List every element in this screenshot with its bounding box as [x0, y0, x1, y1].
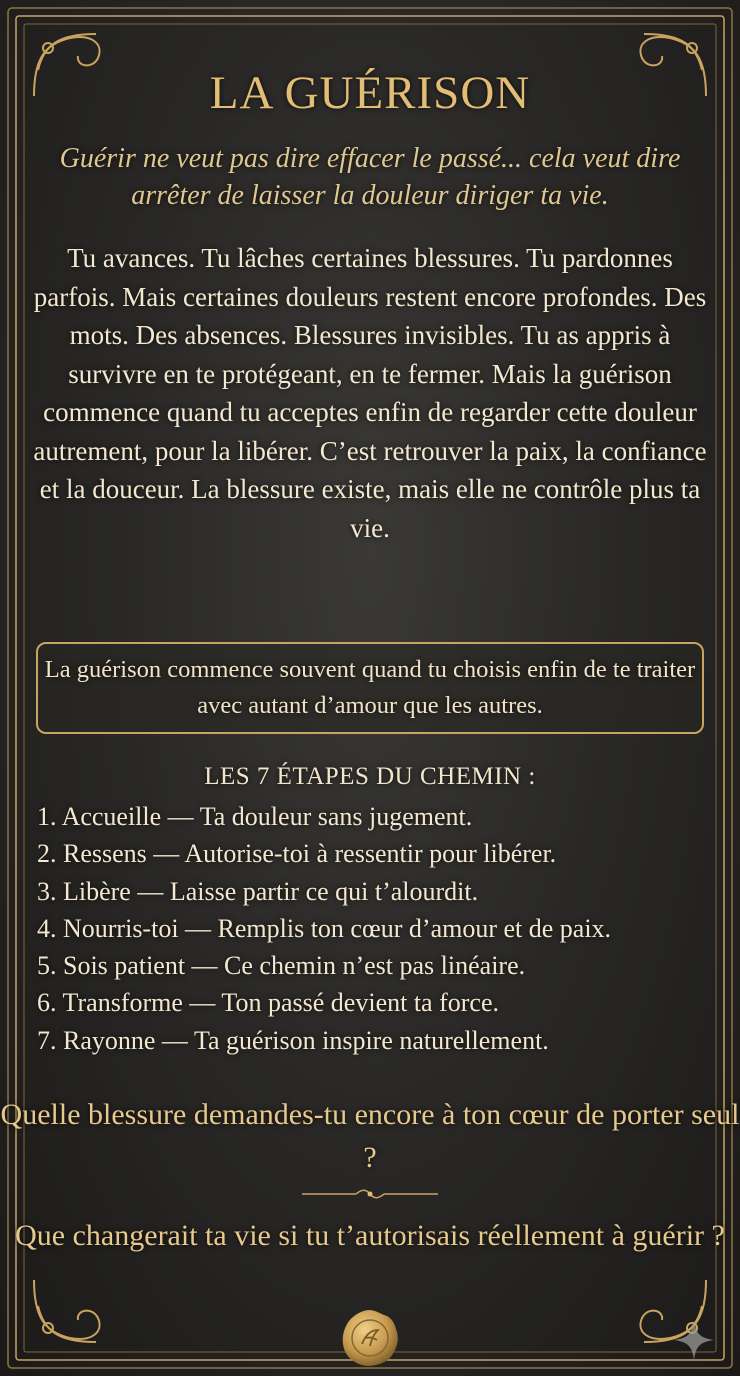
question-1: Quelle blessure demandes-tu encore à ton cœur de porter seul ?	[0, 1098, 740, 1174]
step-item-3: 3. Libère — Laisse partir ce qui t’alourdit.	[37, 876, 479, 906]
steps-list	[37, 798, 727, 1059]
step-item-4: 4. Nourris-toi — Remplis ton cœur d’amour et de paix.	[37, 913, 612, 943]
step-item-7: 7. Rayonne — Ta guérison inspire naturellement.	[37, 1025, 549, 1055]
step-item-1: 1. Accueille — Ta douleur sans jugement.	[37, 802, 473, 831]
step-item-2: 2. Ressens — Autorise-toi à ressentir pour libérer.	[37, 839, 557, 869]
wax-seal-icon	[340, 1308, 400, 1368]
flourish-corner-icon	[34, 1280, 100, 1342]
steps-title: LES 7 ÉTAPES DU CHEMIN :	[204, 763, 536, 790]
page-title: LA GUÉRISON	[209, 67, 531, 119]
subtitle: Guérir ne veut pas dire effacer le passé... cela veut dire arrêter de laisser la douleur diriger ta vie.	[59, 143, 681, 211]
ornamental-divider-icon	[300, 1186, 440, 1202]
quote-box	[36, 642, 704, 734]
body-paragraph: Tu avances. Tu lâches certaines blessures. Tu pardonnes parfois. Mais certaines douleurs restent encore profondes. Des mots. Des absences. Blessures invisibles. Tu as appris à survivre en te protégeant, en te fermer. Mais la guérison commence quand tu acceptes enfin de regarder cette douleur autrement, pour la libérer. C’est retrouver la paix, la confiance et la douceur. La blessure existe, mais elle ne contrôle plus ta vie.	[33, 243, 707, 543]
step-item-5: 5. Sois patient — Ce chemin n’est pas linéaire.	[37, 951, 526, 981]
step-item-6: 6. Transforme — Ton passé devient ta force.	[37, 988, 499, 1018]
question-2: Que changerait ta vie si tu t’autorisais réellement à guérir ?	[15, 1219, 725, 1252]
quote-text: La guérison commence souvent quand tu choisis enfin de te traiter avec autant d’amour que les autres.	[44, 656, 696, 719]
sparkle-icon	[672, 1318, 716, 1362]
